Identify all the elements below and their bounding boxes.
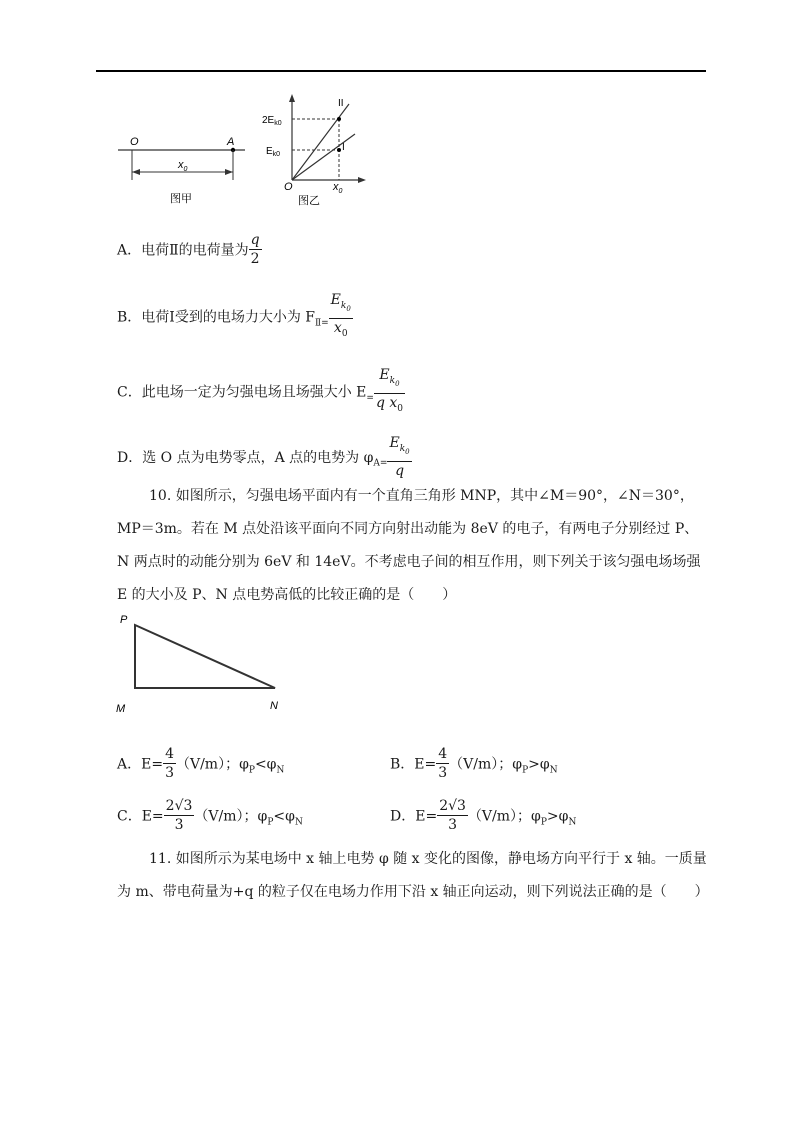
fraction: $\frac{E_{k_0}}{q}$ — [389, 435, 410, 479]
q10-option-d: D．E= $\frac{2√3}{3}$ （V/m）；$\varphi_P>\varphi_N$ — [390, 798, 577, 833]
fraction: $\frac{E_{k_0}}{q x_0}$ — [375, 367, 403, 414]
q11-stem: 11. 如图所示为某电场中 x 轴上电势 φ 随 x 变化的图像，静电场方向平行于 x 轴。一质量为 m、带电荷量为+q 的粒子仅在电场力作用下沿 x 轴正向运动，则下列说法正确的是（ ） — [117, 851, 709, 900]
label-line-i: I — [342, 142, 345, 153]
fraction: $\frac{E_{k_0}}{x_0}$ — [330, 292, 351, 339]
label-x0: $x_0$ — [178, 159, 188, 173]
q10-option-a: A．E= $\frac{4}{3}$ （V/m）；$\varphi_P<\varphi_N$ — [117, 746, 285, 781]
label-line-ii: II — [338, 98, 344, 109]
label-o: O — [130, 136, 139, 148]
label-m: M — [116, 703, 126, 715]
q10-option-b: B．E= $\frac{4}{3}$ （V/m）；$\varphi_P>\varphi_N$ — [390, 746, 558, 781]
label-x0-axis: $x_0$ — [333, 181, 343, 195]
fraction: $\frac{4}{3}$ — [165, 746, 174, 781]
header-rule — [96, 70, 706, 72]
q10-option-c: C．E= $\frac{2√3}{3}$ （V/m）；$\varphi_P<\varphi_N$ — [117, 798, 303, 833]
caption-jia: 图甲 — [170, 193, 192, 205]
label-p: P — [120, 614, 128, 626]
q9-option-b: B．电荷Ⅰ受到的电场力大小为 $F_{Ⅱ=}$ $\frac{E_{k_0}}{x_0}$ — [117, 292, 353, 343]
label-n: N — [270, 700, 278, 712]
figure-triangle — [110, 605, 300, 715]
label-2ek0: $2E_{k0}$ — [262, 115, 282, 127]
figure-jia — [110, 130, 250, 210]
q9-option-d: D．选 O 点为电势零点，A 点的电势为 $\varphi_{A=}$ $\frac{E_{k_0}}{q}$ — [117, 435, 410, 479]
label-origin: O — [284, 181, 293, 193]
fraction: $\frac{2√3}{3}$ — [439, 798, 466, 833]
q9-option-a: A．电荷Ⅱ的电荷量为 $\frac{q}{2}$ — [117, 232, 260, 267]
figure-yi — [258, 92, 368, 212]
q9-option-c: C．此电场一定为匀强电场且场强大小 $E_=$ $\frac{E_{k_0}}{q x_0}$ — [117, 367, 405, 418]
label-a: A — [227, 136, 235, 148]
caption-yi: 图乙 — [298, 195, 320, 207]
fraction: $\frac{q}{2}$ — [250, 232, 260, 267]
fraction: $\frac{4}{3}$ — [438, 746, 448, 781]
label-ek0: $E_{k0}$ — [266, 146, 281, 158]
fraction: $\frac{2√3}{3}$ — [165, 798, 193, 833]
q10-stem: 10. 如图所示，匀强电场平面内有一个直角三角形 MNP，其中∠M＝90°，∠N＝30°，MP＝3m。若在 M 点处沿该平面向不同方向射出动能为 8eV 的电子，有两电子分别经过 P、N 两点时的动能分别为 6eV 和 14eV。不考虑电子间的相互作用，则下列关于该匀强电场场强 E 的大小及 P、N 点电势高低的比较正确的是（ ） — [117, 488, 701, 603]
